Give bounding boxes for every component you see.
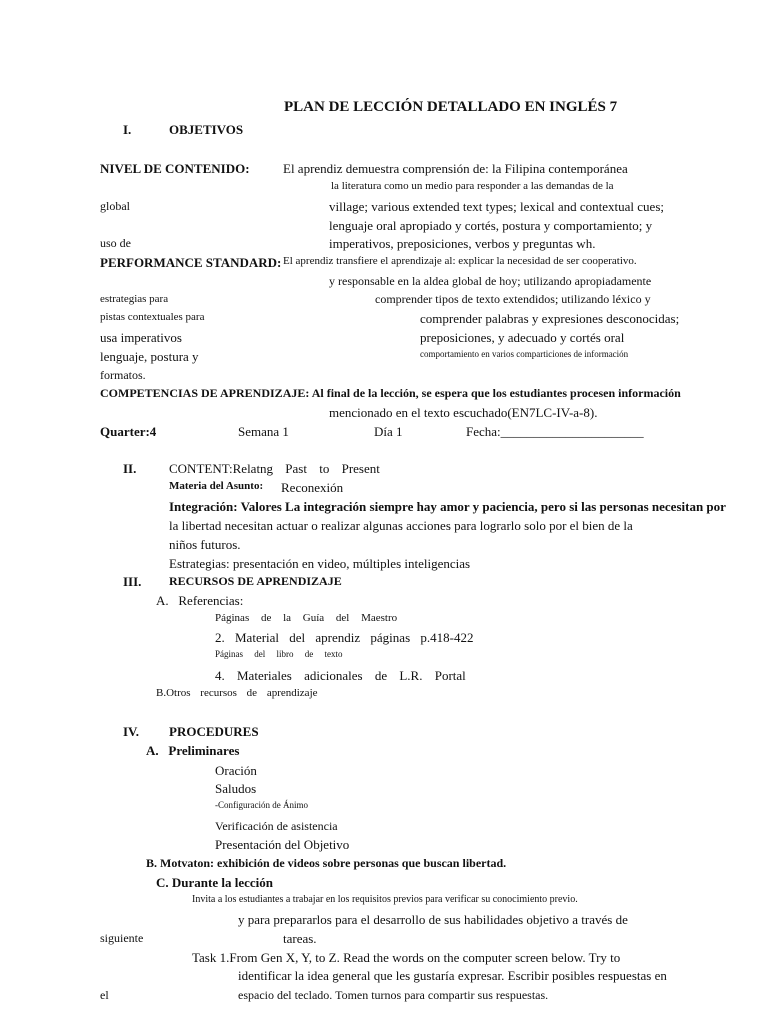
subject-matter-label: Materia del Asunto: (169, 480, 264, 492)
reference-item: Páginas del libro de texto (215, 649, 343, 659)
performance-standard-text: comprender tipos de texto extendidos; utilizando léxico y (375, 292, 651, 306)
fragment-text: estrategias para (100, 293, 169, 305)
fragment-text: usa imperativos (100, 330, 182, 345)
competencies-text: COMPETENCIAS DE APRENDIZAJE: Al final de la lección, se espera que los estudiantes procesen información (100, 386, 681, 400)
task-text: identificar la idea general que les gustaría expresar. Escribir posibles respuestas en (238, 968, 667, 983)
references-label: A. Referencias: (156, 593, 244, 608)
performance-standard-text: comportamiento en varios comparticiones de información (420, 349, 629, 359)
integration-text: Integración: Valores La integración siempre hay amor y paciencia, pero si las personas necesitan por (169, 499, 726, 514)
content-standard-label: NIVEL DE CONTENIDO: (100, 161, 250, 176)
section-number: I. (123, 122, 132, 137)
fragment-text: pistas contextuales para (100, 311, 205, 323)
integration-text: la libertad necesitan actuar o realizar algunas acciones para lograrlo solo por el bien de la (169, 518, 633, 533)
task-text: espacio del teclado. Tomen turnos para compartir sus respuestas. (238, 988, 549, 1002)
section-number: II. (123, 461, 137, 476)
competencies-text: mencionado en el texto escuchado(EN7LC-IV-a-8). (329, 405, 598, 420)
content-title: CONTENT:Relatng Past to Present (169, 461, 380, 476)
section-number: IV. (123, 724, 140, 739)
preliminary-item: Oración (215, 763, 257, 778)
preliminaries-heading: A. Preliminares (146, 743, 240, 758)
reference-item: 2. Material del aprendiz páginas p.418-422 (215, 630, 474, 645)
content-standard-text: village; various extended text types; lexical and contextual cues; (329, 199, 664, 214)
content-standard-text: imperativos, preposiciones, verbos y preguntas wh. (329, 236, 596, 251)
motivation-text: B. Motvaton: exhibición de videos sobre personas que buscan libertad. (146, 856, 507, 870)
preliminary-item: Presentación del Objetivo (215, 837, 350, 852)
lesson-text: Invita a los estudiantes a trabajar en los requisitos previos para verificar su conocimiento previo. (192, 894, 578, 905)
performance-standard-text: y responsable en la aldea global de hoy; utilizando apropiadamente (329, 274, 652, 288)
performance-standard-text: El aprendiz transfiere el aprendizaje al: explicar la necesidad de ser cooperativo. (283, 255, 637, 267)
lesson-text: tareas. (283, 931, 317, 946)
subject-matter-value: Reconexión (281, 480, 344, 495)
reference-item: Páginas de la Guía del Maestro (215, 612, 398, 624)
fragment-text: global (100, 199, 130, 213)
lesson-text: y para prepararlos para el desarrollo de sus habilidades objetivo a través de (238, 912, 628, 927)
week-label: Semana 1 (238, 424, 289, 439)
content-standard-text: El aprendiz demuestra comprensión de: la Filipina contemporánea (283, 161, 628, 176)
section-number: III. (123, 574, 142, 589)
integration-text: niños futuros. (169, 537, 241, 552)
content-standard-text: lenguaje oral apropiado y cortés, postura y comportamiento; y (329, 218, 653, 233)
preliminary-item: Verificación de asistencia (215, 819, 338, 833)
section-heading: RECURSOS DE APRENDIZAJE (169, 574, 342, 588)
section-heading: OBJETIVOS (169, 122, 244, 137)
content-standard-text: la literatura como un medio para responder a las demandas de la (331, 180, 614, 192)
other-resources: B.Otros recursos de aprendizaje (156, 687, 318, 699)
performance-standard-text: comprender palabras y expresiones desconocidas; (420, 311, 680, 326)
fragment-text: siguiente (100, 931, 144, 945)
task-text: Task 1.From Gen X, Y, to Z. Read the words on the computer screen below. Try to (192, 950, 621, 965)
date-field: Fecha:______________________ (466, 424, 644, 439)
fragment-text: lenguaje, postura y (100, 349, 199, 364)
during-lesson-heading: C. Durante la lección (156, 875, 273, 890)
page-title: PLAN DE LECCIÓN DETALLADO EN INGLÉS 7 (284, 99, 618, 115)
performance-standard-label: PERFORMANCE STANDARD: (100, 255, 282, 270)
quarter-label: Quarter:4 (100, 424, 157, 439)
fragment-text: formatos. (100, 368, 146, 382)
day-label: Día 1 (374, 424, 403, 439)
section-heading: PROCEDURES (169, 724, 259, 739)
reference-item: 4. Materiales adicionales de L.R. Portal (215, 668, 466, 683)
fragment-text: uso de (100, 236, 131, 250)
fragment-text: el (100, 988, 109, 1002)
strategies-text: Estrategias: presentación en video, múltiples inteligencias (169, 556, 471, 571)
preliminary-item: -Configuración de Ánimo (215, 800, 308, 810)
performance-standard-text: preposiciones, y adecuado y cortés oral (420, 330, 625, 345)
preliminary-item: Saludos (215, 781, 257, 796)
